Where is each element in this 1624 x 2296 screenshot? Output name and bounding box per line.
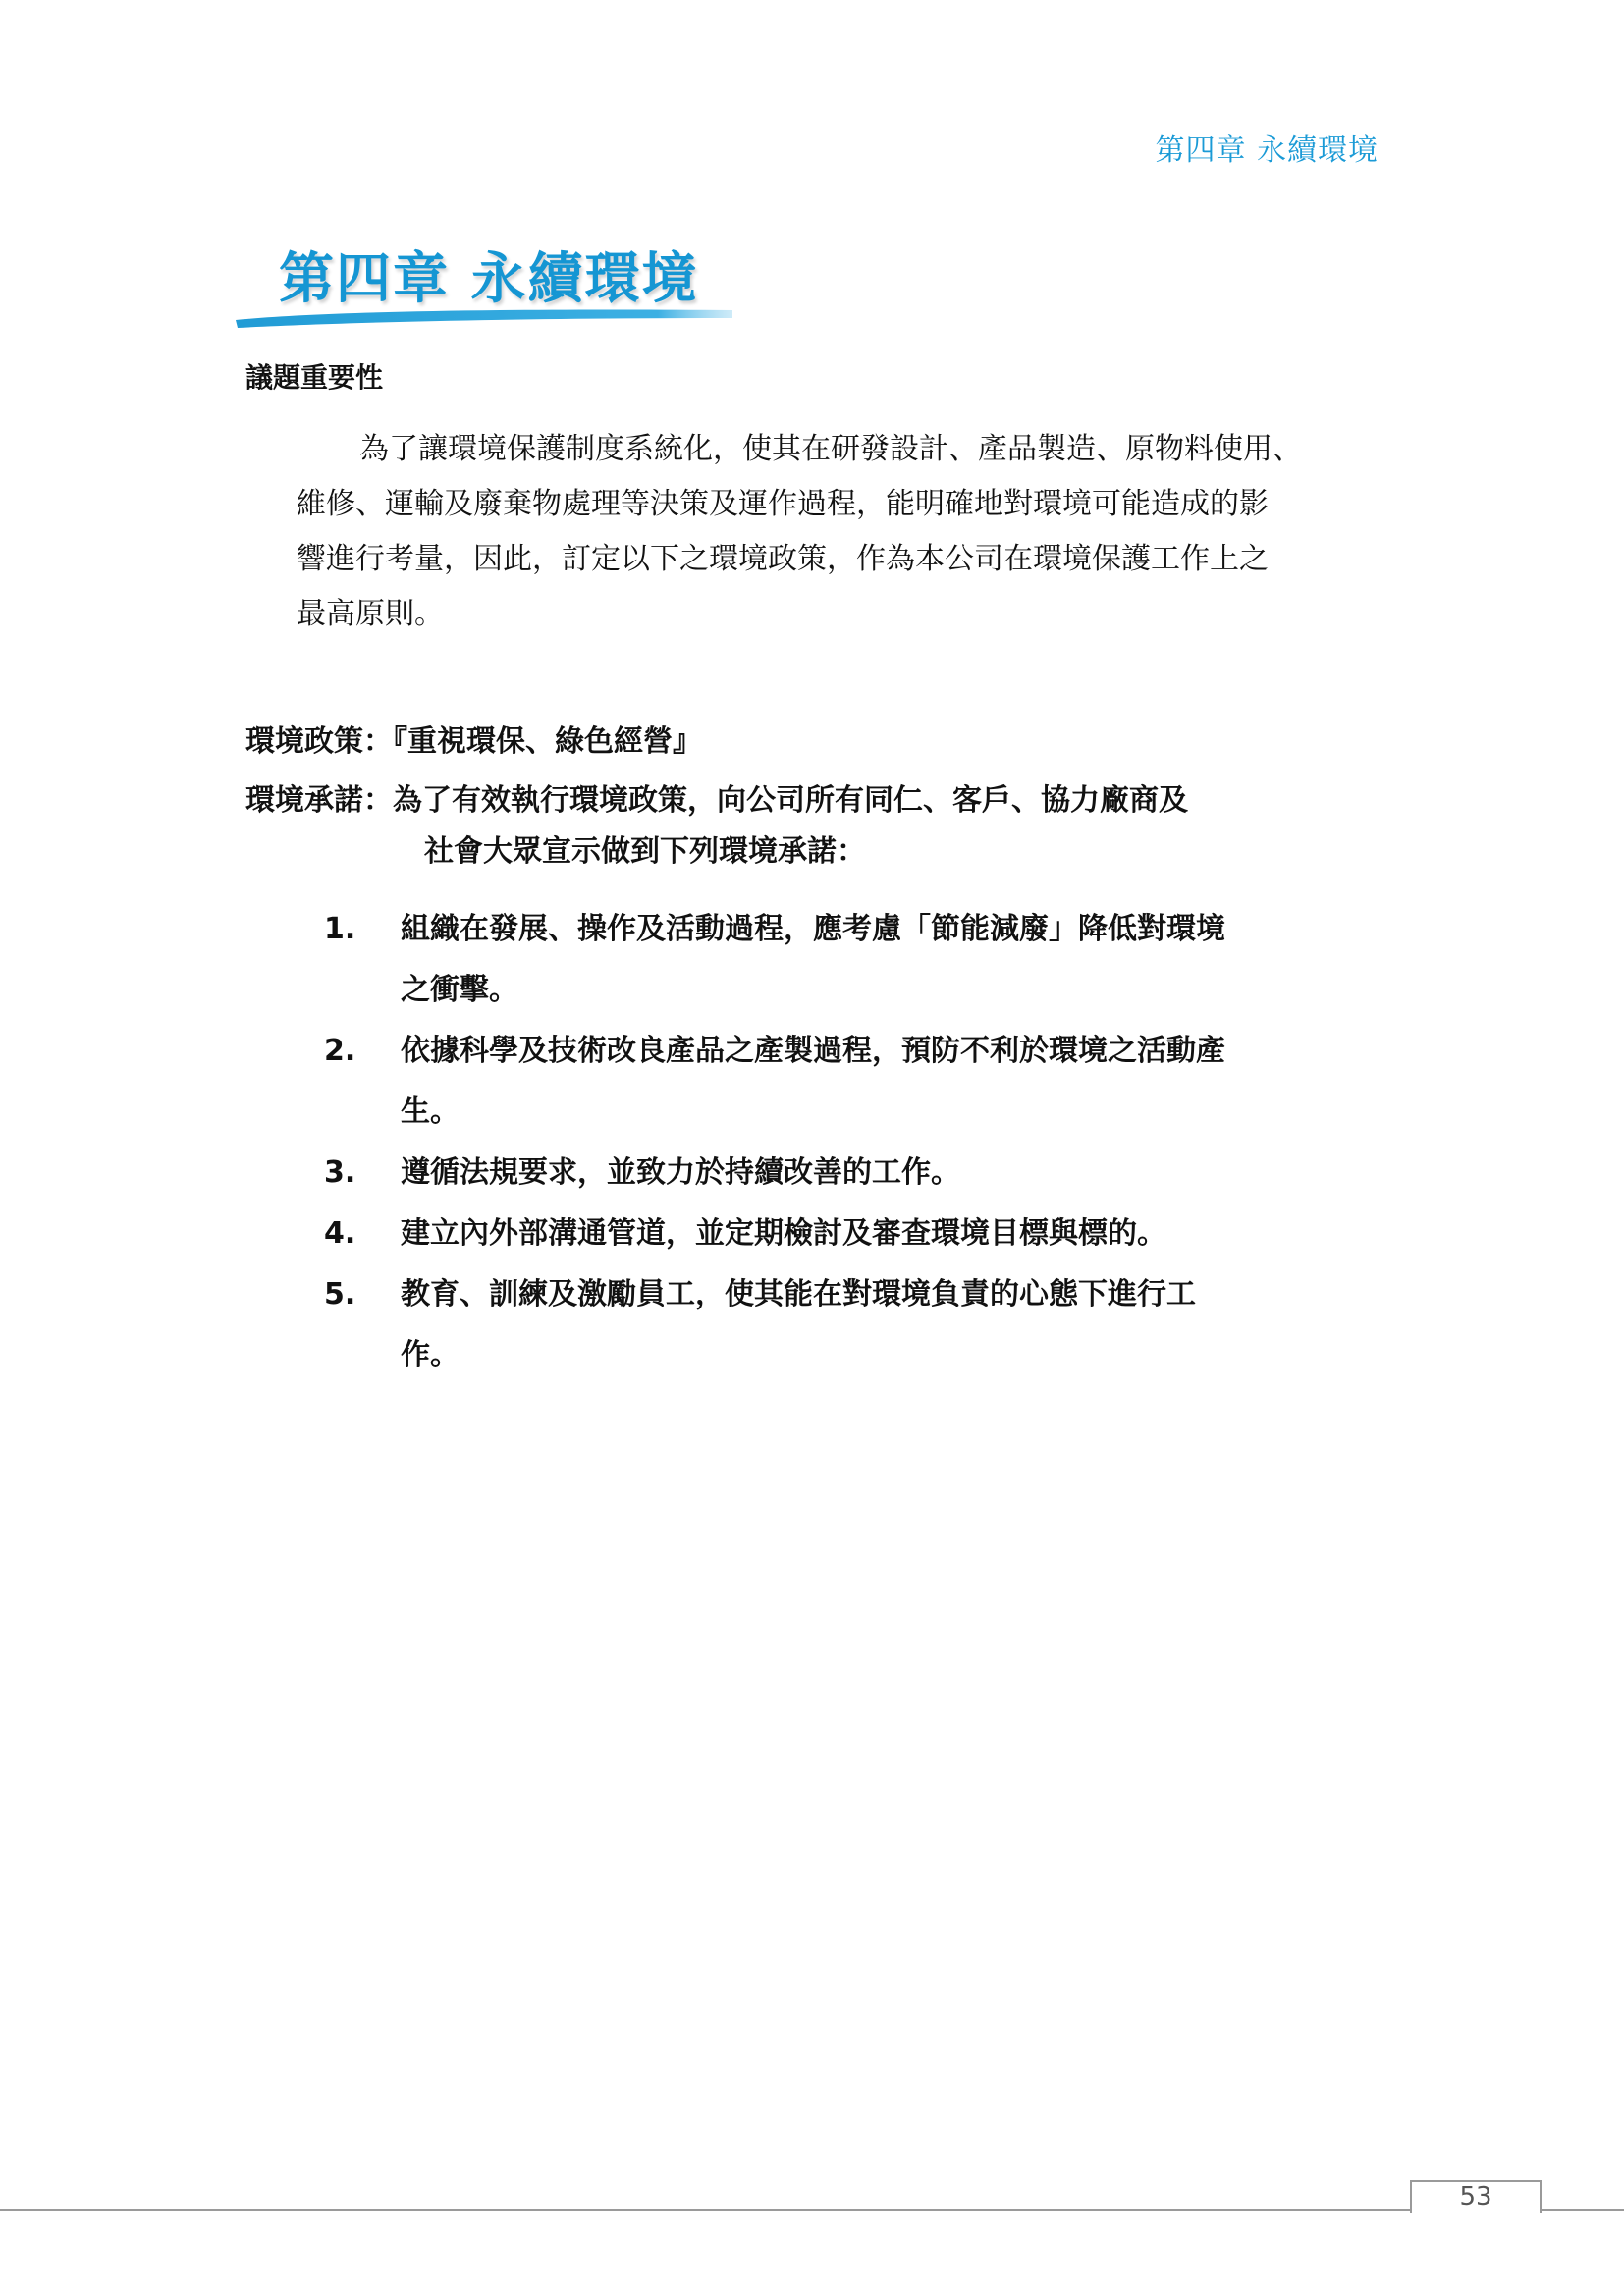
list-item xyxy=(324,899,1384,1021)
issue-importance-heading: 議題重要性 xyxy=(245,361,384,394)
footer-rule xyxy=(0,2209,1624,2211)
list-item-text: 生。 xyxy=(401,1095,460,1129)
list-item-text: 組織在發展、操作及活動過程，應考慮「節能減廢」降低對環境 xyxy=(401,912,1225,946)
commitment-line: 環境承諾：為了有效執行環境政策，向公司所有同仁、客戶、協力廠商及 xyxy=(245,783,1188,818)
environmental-policy: 環境政策：『重視環保、綠色經營』 xyxy=(245,724,702,759)
list-item-text: 建立內外部溝通管道，並定期檢討及審查環境目標與標的。 xyxy=(401,1216,1166,1251)
list-item-text: 依據科學及技術改良產品之產製過程，預防不利於環境之活動產 xyxy=(401,1034,1225,1068)
list-item xyxy=(324,1021,1384,1143)
page-number: 53 xyxy=(1459,2182,1492,2212)
list-item xyxy=(324,1264,1384,1386)
chapter-title: 第四章 永續環境 xyxy=(279,247,699,311)
commitment-line: 社會大眾宣示做到下列環境承諾： xyxy=(424,834,866,869)
list-item-text: 教育、訓練及激勵員工，使其能在對環境負責的心態下進行工 xyxy=(401,1277,1196,1311)
list-item xyxy=(324,1143,1384,1203)
environmental-commitment xyxy=(245,775,1384,878)
chapter-title-block xyxy=(234,236,734,334)
intro-line: 維修、運輸及廢棄物處理等決策及運作過程，能明確地對環境可能造成的影 xyxy=(297,487,1269,521)
list-item-text: 遵循法規要求，並致力於持續改善的工作。 xyxy=(401,1155,960,1190)
list-item-number: 1. xyxy=(324,912,356,946)
list-item-number: 5. xyxy=(324,1277,356,1311)
intro-line: 最高原則。 xyxy=(297,597,444,631)
intro-line: 響進行考量，因此，訂定以下之環境政策，作為本公司在環境保護工作上之 xyxy=(297,542,1269,576)
intro-paragraph xyxy=(297,422,1384,642)
list-item-text: 之衝擊。 xyxy=(401,973,518,1007)
list-item-number: 2. xyxy=(324,1034,356,1068)
running-header: 第四章 永續環境 xyxy=(1155,133,1379,168)
intro-line: 為了讓環境保護制度系統化，使其在研發設計、產品製造、原物料使用、 xyxy=(359,432,1302,466)
list-item-number: 3. xyxy=(324,1155,356,1190)
list-item-number: 4. xyxy=(324,1216,356,1251)
list-item xyxy=(324,1203,1384,1264)
list-item-text: 作。 xyxy=(401,1338,460,1372)
commitment-list xyxy=(324,899,1384,1386)
